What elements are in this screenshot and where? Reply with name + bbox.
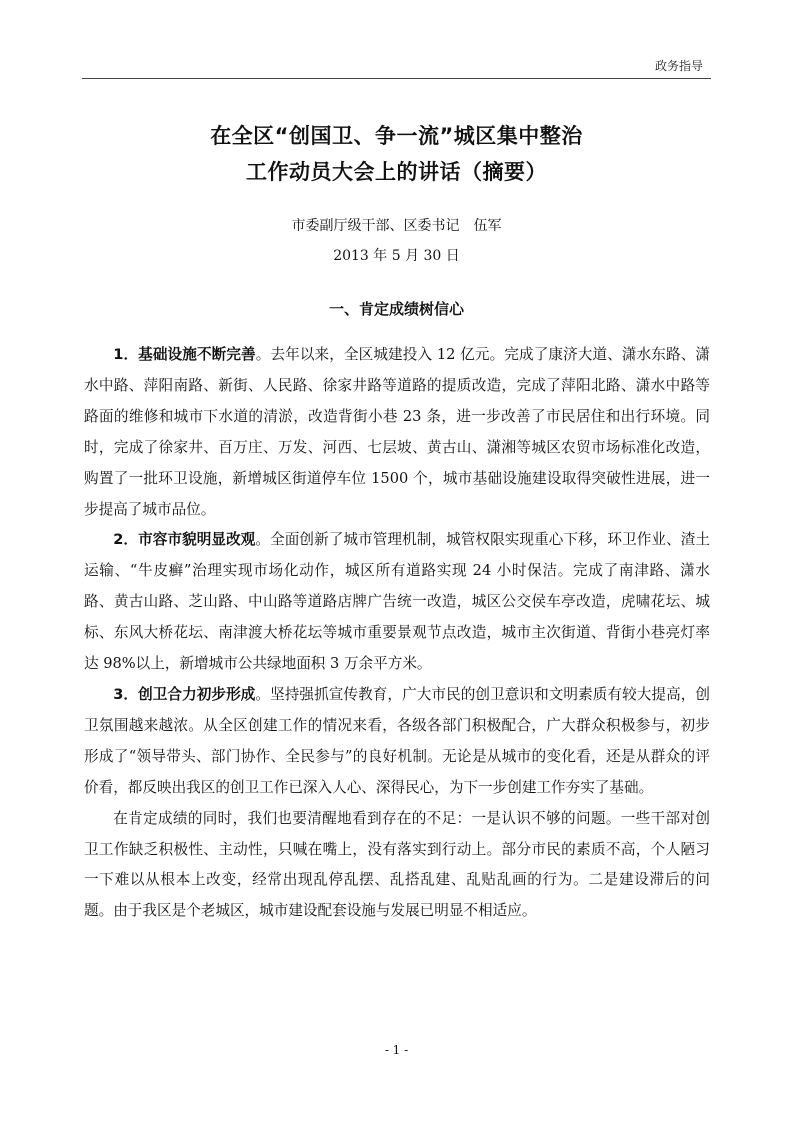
section-heading: 一、肯定成绩树信心	[328, 300, 464, 318]
paragraph	[84, 804, 710, 928]
paragraph	[84, 340, 710, 525]
running-header: 政务指导	[654, 59, 703, 73]
body-text	[84, 340, 710, 927]
title-line-2: 工作动员大会上的讲话（摘要）	[246, 160, 547, 184]
paragraph-text: 。全面创新了城市管理机制，城管权限实现重心下移，环卫作业、渣土运输、“牛皮癣”治理实现市场化动作，城区所有道路实现 24 小时保洁。完成了南津路、潇水路、黄古山路、芝山路、中山路等道路店牌广告统一改造，城区公交侯车亭改造，虎啸花坛、城标、东风大桥花坛、南津渡大桥花坛等城市重要景观节点改造，城市主次街道、背街小巷亮灯率达 98%以上，新增城市公共绿地面积 3 万余平方米。	[84, 531, 710, 673]
paragraph	[84, 525, 710, 680]
paragraph-text: 。去年以来，全区城建投入 12 亿元。完成了康济大道、潇水东路、潇水中路、萍阳南路、新街、人民路、徐家井路等道路的提质改造，完成了萍阳北路、潇水中路等路面的维修和城市下水道的清淤，改造背街小巷 23 条，进一步改善了市民居住和出行环境。同时，完成了徐家井、百万庄、万发、河西、七层坡、黄古山、潇湘等城区农贸市场标准化改造，购置了一批环卫设施，新增城区街道停车位 1500 个，城市基础设施建设取得突破性进展，进一步提高了城市品位。	[84, 346, 710, 518]
paragraph-lead: 1．基础设施不断完善	[113, 346, 256, 363]
author-line: 市委副厅级干部、区委书记 伍军	[291, 218, 502, 234]
paragraph-text: 在肯定成绩的同时，我们也要清醒地看到存在的不足：一是认识不够的问题。一些干部对创卫工作缺乏积极性、主动性，只喊在嘴上，没有落实到行动上。部分市民的素质不高，个人陋习一下难以从根本上改变，经常出现乱停乱摆、乱搭乱建、乱贴乱画的行为。二是建设滞后的问题。由于我区是个老城区，城市建设配套设施与发展已明显不相适应。	[84, 809, 710, 920]
paragraph-text: 。坚持强抓宣传教育，广大市民的创卫意识和文明素质有较大提高，创卫氛围越来越浓。从全区创建工作的情况来看，各级各部门积极配合，广大群众积极参与，初步形成了“领导带头、部门协作、全民参与”的良好机制。无论是从城市的变化看，还是从群众的评价看，都反映出我区的创卫工作已深入人心、深得民心，为下一步创建工作夯实了基础。	[84, 685, 710, 796]
paragraph-lead: 3．创卫合力初步形成	[113, 685, 256, 703]
paragraph-lead: 2．市容市貌明显改观	[113, 531, 256, 549]
title-line-1: 在全区“创国卫、争一流”城区集中整治	[210, 124, 583, 148]
page-number: - 1 -	[384, 1043, 409, 1057]
paragraph	[84, 680, 710, 804]
date-line: 2013 年 5 月 30 日	[333, 248, 460, 264]
header-divider	[82, 78, 711, 79]
